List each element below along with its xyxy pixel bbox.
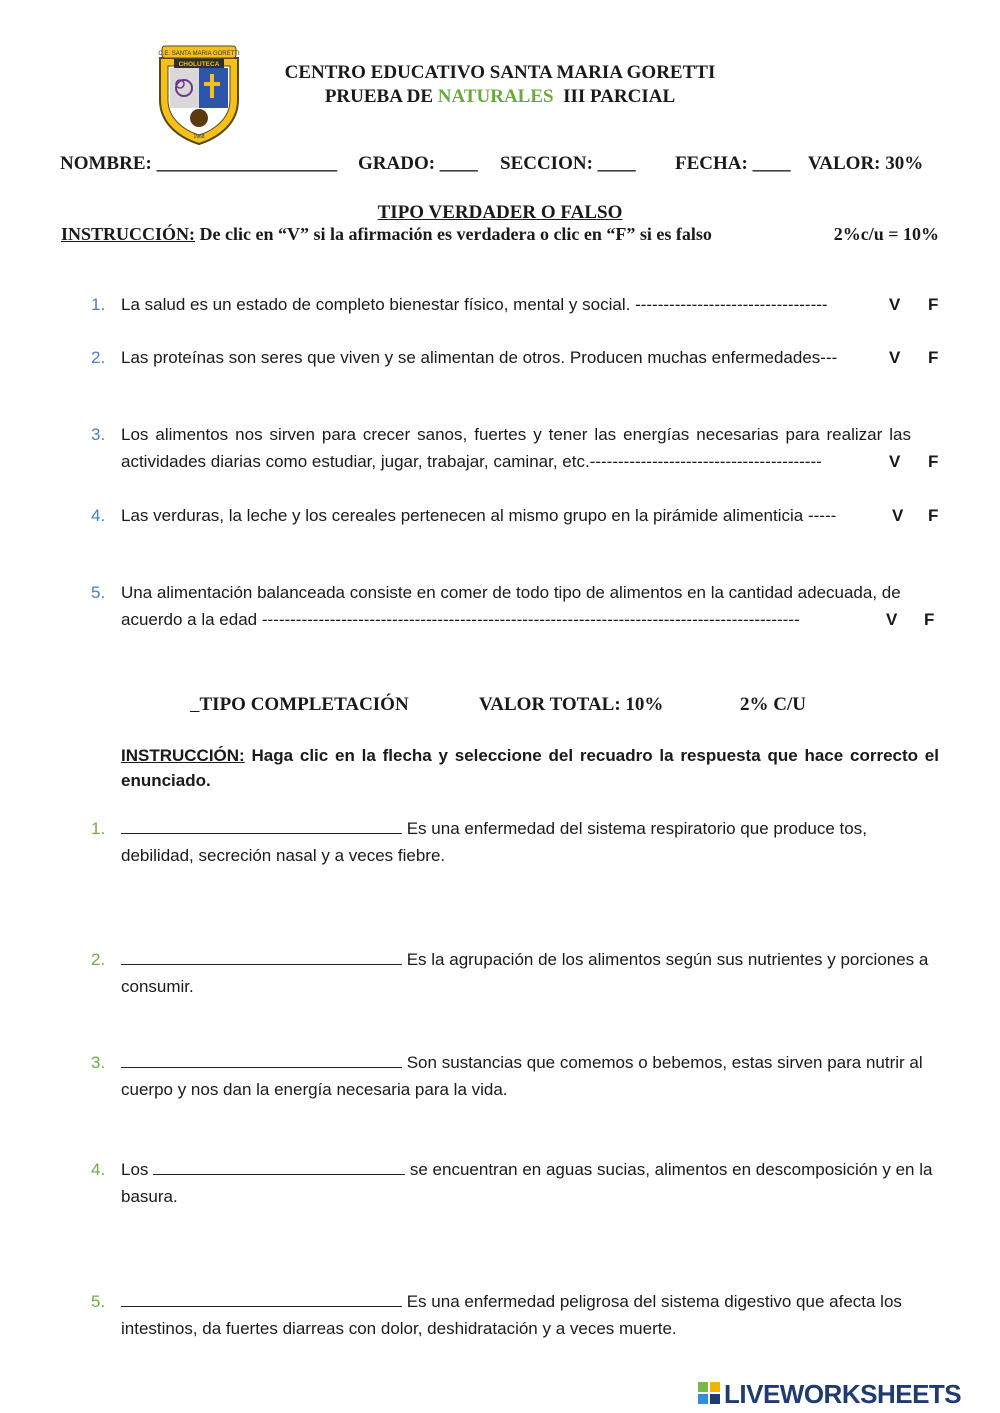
question-text: Es la agrupación de los alimentos según sus nutrientes y porciones a consumir.	[121, 946, 939, 1000]
tf-question-2	[91, 344, 939, 371]
answer-dropdown[interactable]	[121, 1050, 402, 1068]
instruction-label: INSTRUCCIÓN:	[121, 746, 245, 765]
completion-instruction	[121, 743, 939, 793]
true-option[interactable]: V	[892, 506, 904, 525]
svg-text:C.E. SANTA MARIA GORETTI: C.E. SANTA MARIA GORETTI	[158, 51, 240, 57]
question-text: Los alimentos nos sirven para crecer sanos, fuertes y tener las energías necesarias para realizar las actividades diarias como estudiar, jugar, trabajar, caminar, etc.-----------------------------------------	[121, 425, 911, 471]
exam-suffix: III PARCIAL	[563, 86, 676, 107]
question-number: 5.	[91, 583, 106, 602]
question-number: 2.	[91, 348, 106, 367]
answer-dropdown[interactable]	[121, 816, 402, 834]
question-number: 3.	[91, 1053, 106, 1072]
tf-question-5	[91, 579, 939, 633]
true-option[interactable]: V	[889, 348, 901, 367]
completion-question-3	[91, 1049, 939, 1103]
false-option[interactable]: F	[928, 348, 939, 367]
question-number: 2.	[91, 950, 106, 969]
question-text: Los se encuentran en aguas sucias, alimentos en descomposición y en la basura.	[121, 1156, 939, 1210]
tf-question-1	[91, 291, 939, 318]
completion-title: TIPO COMPLETACIÓN	[199, 694, 409, 715]
svg-text:CHOLUTECA: CHOLUTECA	[178, 61, 220, 68]
valor-field: VALOR: 30%	[808, 153, 924, 174]
completion-question-2	[91, 946, 939, 1000]
false-option[interactable]: F	[928, 295, 939, 314]
question-number: 1.	[91, 295, 106, 314]
true-false-title: TIPO VERDADER O FALSO	[377, 202, 623, 223]
question-number: 4.	[91, 506, 106, 525]
question-text: La salud es un estado de completo bienestar físico, mental y social. ----------------------------------	[121, 295, 828, 314]
student-info-row	[60, 153, 940, 179]
svg-text:1968: 1968	[193, 134, 205, 140]
school-name: CENTRO EDUCATIVO SANTA MARIA GORETTI	[284, 62, 716, 83]
instruction-text: De clic en “V” si la afirmación es verdadera o clic en “F” si es falso	[195, 224, 712, 244]
completion-total: VALOR TOTAL: 10%	[479, 694, 664, 715]
question-number: 5.	[91, 1292, 106, 1311]
true-option[interactable]: V	[889, 295, 901, 314]
completion-question-5	[91, 1288, 939, 1342]
question-text: Las proteínas son seres que viven y se alimentan de otros. Producen muchas enfermedades---	[121, 348, 838, 367]
question-number: 3.	[91, 425, 106, 444]
instruction-text: Haga clic en la flecha y seleccione del recuadro la respuesta que hace correcto el enunciado.	[121, 746, 939, 790]
question-text: Las verduras, la leche y los cereales pertenecen al mismo grupo en la pirámide alimenticia -----	[121, 506, 837, 525]
question-text: Es una enfermedad del sistema respiratorio que produce tos, debilidad, secreción nasal y a veces fiebre.	[121, 815, 939, 869]
fecha-field: FECHA: ____	[675, 153, 791, 174]
tf-question-3	[91, 421, 939, 475]
completion-question-4	[91, 1156, 939, 1210]
question-text: Es una enfermedad peligrosa del sistema digestivo que afecta los intestinos, da fuertes diarreas con dolor, deshidratación y a veces muerte.	[121, 1288, 939, 1342]
liveworksheets-logo	[698, 1379, 994, 1409]
question-text: Una alimentación balanceada consiste en comer de todo tipo de alimentos en la cantidad adecuada, de acuerdo a la edad -----------------------------------------------------------------------------------------------	[121, 583, 901, 629]
exam-prefix: PRUEBA DE	[324, 86, 434, 107]
question-text: Son sustancias que comemos o bebemos, estas sirven para nutrir al cuerpo y nos dan la energía necesaria para la vida.	[121, 1049, 939, 1103]
true-option[interactable]: V	[886, 610, 898, 629]
instruction-label: INSTRUCCIÓN:	[61, 224, 196, 244]
true-false-value: 2%c/u = 10%	[833, 224, 939, 244]
grado-field: GRADO: ____	[358, 153, 478, 174]
true-false-instruction	[61, 224, 941, 245]
exam-title	[0, 86, 1000, 108]
true-option[interactable]: V	[889, 452, 901, 471]
question-number: 1.	[91, 819, 106, 838]
nombre-field: NOMBRE: ___________________	[60, 153, 338, 174]
false-option[interactable]: F	[928, 452, 939, 471]
answer-dropdown[interactable]	[121, 947, 402, 965]
completion-each: 2% C/U	[740, 694, 806, 715]
liveworksheets-brand: LIVEWORKSHEETS	[724, 1379, 962, 1409]
false-option[interactable]: F	[928, 506, 939, 525]
seccion-field: SECCION: ____	[500, 153, 636, 174]
exam-subject: NATURALES	[437, 86, 554, 107]
completion-question-1	[91, 815, 939, 869]
answer-dropdown[interactable]	[153, 1157, 405, 1175]
question-number: 4.	[91, 1160, 106, 1179]
tf-question-4	[91, 502, 939, 529]
false-option[interactable]: F	[924, 610, 935, 629]
liveworksheets-icon	[698, 1382, 720, 1404]
answer-dropdown[interactable]	[121, 1289, 402, 1307]
